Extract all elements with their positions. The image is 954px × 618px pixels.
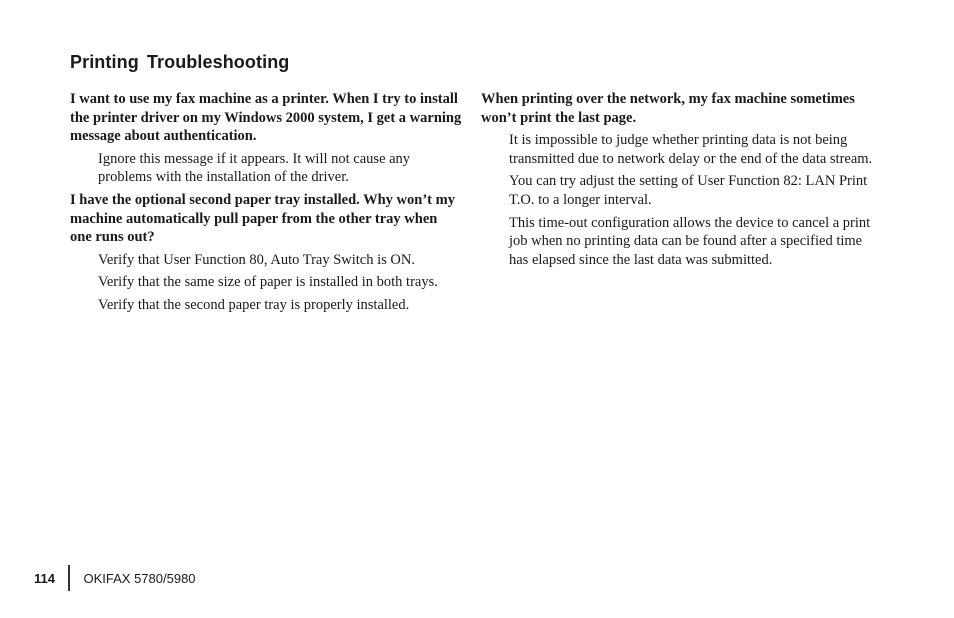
page-footer	[34, 565, 196, 591]
faq-question: I want to use my fax machine as a printer. When I try to install the printer driver on my Windows 2000 system, I get a warning message about authentication.	[70, 91, 462, 145]
faq-answer: Ignore this message if it appears. It will not cause any problems with the installation of the driver.	[98, 150, 411, 186]
right-column	[481, 90, 876, 273]
faq-answer: Verify that User Function 80, Auto Tray Switch is ON.	[98, 251, 415, 268]
product-name: OKIFAX 5780/5980	[83, 570, 196, 586]
left-column	[70, 90, 462, 319]
footer-divider	[68, 565, 70, 591]
faq-question: I have the optional second paper tray installed. Why won’t my machine automatically pull paper from the other tray when one runs out?	[70, 191, 455, 246]
faq-answer: Verify that the second paper tray is properly installed.	[98, 296, 410, 313]
page-number: 114	[34, 570, 55, 586]
section-title: Printing Troubleshooting	[70, 52, 290, 72]
faq-answer: It is impossible to judge whether printing data is not being transmitted due to network delay or the end of the data stream.	[509, 132, 873, 167]
faq-answer: This time-out configuration allows the device to cancel a print job when no printing data can be found after a specified time has elapsed since the last data was submitted.	[509, 214, 871, 268]
faq-answer: You can try adjust the setting of User Function 82: LAN Print T.O. to a longer interval.	[509, 173, 868, 208]
faq-question: When printing over the network, my fax machine sometimes won’t print the last page.	[481, 91, 855, 126]
faq-answer: Verify that the same size of paper is installed in both trays.	[98, 274, 438, 291]
